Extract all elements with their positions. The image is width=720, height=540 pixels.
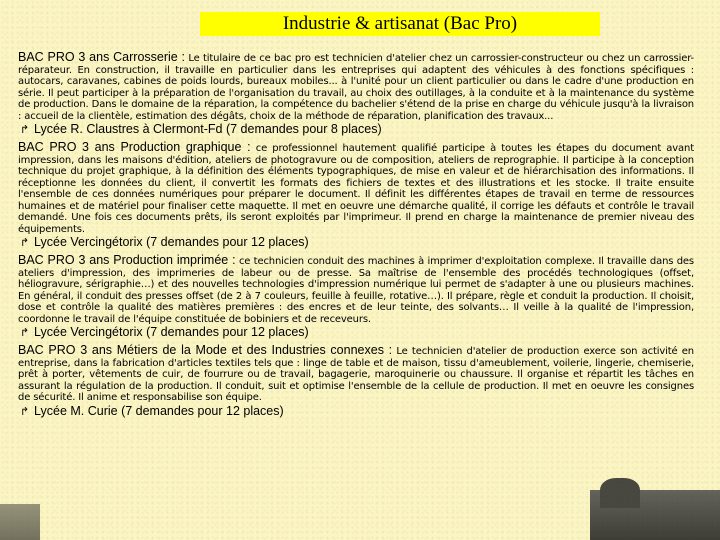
section-heading: BAC PRO 3 ans Métiers de la Mode et des Industries connexes : [18, 343, 393, 357]
section-text: ce technicien conduit des machines à imprimer d'exploitation complexe. Il travaille dans des ateliers d'impression, des imprimeries de labeur ou de presse. Sa maîtrise de l'ensemble des procédés technologiques (offset, héliogravure, sérigraphie…) et des nouvelles technologies d'impression numérique lui permet de s'adapter à une ou plusieurs machines. En général, il conduit des presses offset (de 2 à 7 couleurs, feuille à feuille, rotative…). Il prépare, règle et conduit la production. Il choisit, dose et contrôle la qualité des matières premières : des encres et de leur teinte, des solvants… Il veille à la qualité de l'impression, coordonne le travail de l'équipe constituée de bobiniers et de receveurs. [18, 256, 694, 325]
section-paragraph [18, 142, 694, 235]
section-paragraph [18, 52, 694, 122]
section-heading: BAC PRO 3 ans Production imprimée : [18, 253, 236, 267]
lycee-text: Lycée Vercingétorix (7 demandes pour 12 places) [34, 325, 309, 339]
section-heading: BAC PRO 3 ans Carrosserie : [18, 50, 186, 64]
lycee-line [20, 235, 694, 251]
section-heading: BAC PRO 3 ans Production graphique : [18, 140, 251, 154]
lycee-line [20, 404, 694, 420]
hook-arrow-icon: ↱ [20, 124, 30, 136]
lycee-text: Lycée M. Curie (7 demandes pour 12 places) [34, 403, 284, 418]
hook-arrow-icon: ↱ [20, 405, 30, 418]
lycee-line [20, 325, 694, 341]
section-paragraph [18, 345, 694, 404]
corner-photo-left [0, 504, 40, 540]
hook-arrow-icon: ↱ [20, 327, 30, 339]
section-paragraph [18, 255, 694, 325]
section-text: Le titulaire de ce bac pro est technicien d'atelier chez un carrossier-constructeur ou chez un carrossier-réparateur. En construction, il travaille en particulier dans les entreprises qui adaptent des véhicules à des fonctions spécifiques : autocars, caravanes, cabines de poids lourds, bureaux mobiles... à l'unité pour un client particulier ou dans le cadre d'une production en série. Il peut participer à la préparation de l'organisation du travail, au choix des outillages, à la conduite et à la maintenance du système de production. Dans le domaine de la réparation, la compétence du bachelier s'étend de la prise en charge du véhicule jusqu'à la livraison : accueil de la clientèle, estimation des dégâts, choix de la méthode de réparation, planification des travaux... [18, 53, 694, 122]
section-text: Le technicien d'atelier de production exerce son activité en entreprise, dans la fabrication d'articles textiles tels que : linge de table et de maison, tissu d'ameublement, voilerie, lingerie, chemiserie, prêt à porter, vêtements de cuir, de fourrure ou de travail, bagagerie, maroquinerie ou chaussure. Il organise et répartit les tâches en assurant la régulation de la production. Il conduit, suit et optimise l'ensemble de la cellule de production. Il met en oeuvre les consignes de sécurité. Il anime et responsabilise son équipe. [18, 346, 694, 403]
content [18, 52, 694, 424]
section-mode [18, 345, 694, 420]
page-title: Industrie & artisanat (Bac Pro) [200, 12, 600, 36]
hook-arrow-icon: ↱ [20, 237, 30, 249]
section-carrosserie [18, 52, 694, 138]
corner-photo-right [590, 490, 720, 540]
lycee-text: Lycée R. Claustres à Clermont-Fd (7 demandes pour 8 places) [34, 122, 382, 136]
section-production-graphique [18, 142, 694, 251]
lycee-line [20, 122, 694, 138]
section-production-imprimee [18, 255, 694, 341]
lycee-text: Lycée Vercingétorix (7 demandes pour 12 places) [34, 235, 309, 249]
section-text: ce professionnel hautement qualifié participe à toutes les étapes du document avant impression, dans les maisons d'édition, ateliers de photogravure ou de composition, ateliers de reprographie. Il participe à la conception technique du projet graphique, à la définition des éléments typographiques, de mise en valeur et de hiérarchisation des informations. Il réceptionne les données du client, il convertit les formats des fichiers de textes et des illustrations et les stocke. Il traite ensuite l'ensemble de ces données numériques pour préparer le document. Il définit les différentes étapes de travail en terme de ressources humaines et de matériel pour finaliser cette maquette. Il met en oeuvre une démarche qualité, il corrige les défauts et contrôle le travail demandé. Une fois ces documents prêts, ils seront exploités par l'imprimeur. Il prend en charge la maintenance de premier niveau des équipements. [18, 143, 694, 235]
